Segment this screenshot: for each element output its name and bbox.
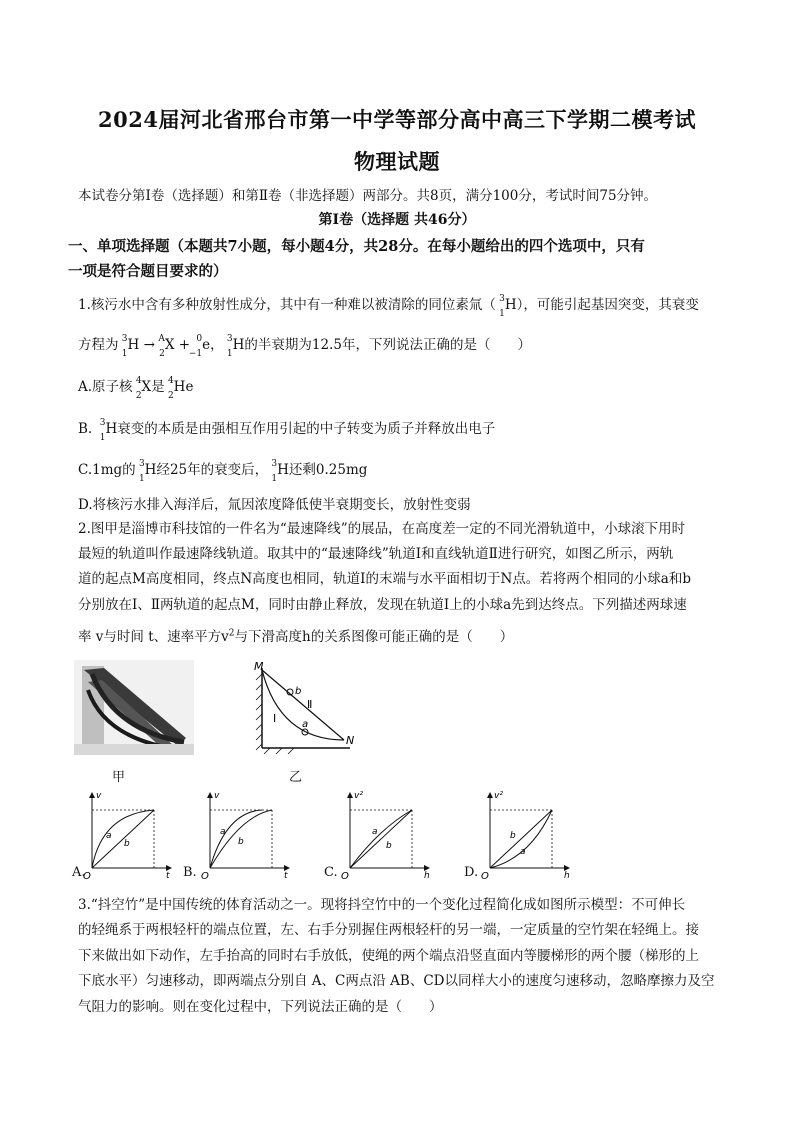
graph-b-curve-a bbox=[210, 810, 262, 868]
graph-b-option: B. bbox=[183, 865, 197, 880]
graph-a-x-label: t bbox=[166, 871, 170, 880]
exam-intro: 本试卷分第Ⅰ卷（选择题）和第Ⅱ卷（非选择题）两部分。共8页，满分100分，考试时间75分钟。 bbox=[78, 188, 658, 204]
graph-c-y-label: v² bbox=[354, 791, 363, 801]
q2-stem-line3: 道的起点M高度相同，终点N高度也相同，轨道Ⅰ的末端与水平面相切于N点。若将两个相同的小球a和b bbox=[78, 571, 691, 587]
q1-stem-line1: 1.核污水中含有多种放射性成分，其中有一种难以被清除的同位素氚（ 3 1 H），可能引起基因突变，其衰变 bbox=[78, 293, 699, 319]
graph-c-y-arrow bbox=[347, 792, 353, 798]
graph-c-label-a: a bbox=[372, 827, 378, 837]
label-track-1: Ⅰ bbox=[273, 712, 277, 725]
figure-yi-caption: 乙 bbox=[289, 770, 303, 785]
exam-subtitle: 物理试题 bbox=[354, 149, 440, 174]
graph-b-y-arrow bbox=[207, 792, 213, 798]
q2-stem-line1: 2.图甲是淄博市科技馆的一件名为“最速降线”的展品，在高度差一定的不同光滑轨道中，小球滚下用时 bbox=[78, 521, 686, 537]
q1-option-b: B. 3 1 H衰变的本质是由强相互作用引起的中子转变为质子并释放出电子 bbox=[78, 417, 496, 443]
label-ball-a: a bbox=[302, 719, 309, 730]
label-m: M bbox=[254, 660, 264, 673]
graph-d-y-arrow bbox=[487, 792, 493, 798]
graph-b-label-a: a bbox=[220, 827, 226, 837]
graph-d-curve-b bbox=[490, 810, 552, 868]
graph-c-origin: O bbox=[341, 871, 349, 880]
graph-a-option: A. bbox=[72, 865, 86, 880]
q2-answer-graphs bbox=[70, 790, 730, 880]
graph-a-y-arrow bbox=[89, 792, 95, 798]
q1-stem-line2: 方程为 3 1 H → A 2 X + 0 −1 e， 3 1 H的半衰期为12.5年，下列说法正确的是（ ） bbox=[78, 333, 531, 359]
exam-title: 2024届河北省邢台市第一中学等部分高中高三下学期二模考试 bbox=[98, 107, 696, 132]
graph-a-label-b: b bbox=[124, 839, 130, 849]
label-track-2: Ⅱ bbox=[307, 698, 313, 711]
graph-a-label-a: a bbox=[106, 831, 112, 841]
q3-stem-line3: 下来做出如下动作，左手抬高的同时右手放低，使绳的两个端点沿竖直面内等腰梯形的两个腰（梯形的上 bbox=[78, 948, 699, 964]
q1-option-c: C.1mg的 3 1 H经25年的衰变后， 3 1 H还剩0.25mg bbox=[78, 458, 368, 484]
graph-d-x-label: h bbox=[564, 871, 570, 880]
figure-jia-caption: 甲 bbox=[112, 770, 126, 785]
q3-stem-line5: 气阻力的影响。则在变化过程中，下列说法正确的是（ ） bbox=[78, 999, 443, 1015]
graph-d-label-b: b bbox=[510, 831, 516, 841]
q2-stem-line4: 分别放在Ⅰ、Ⅱ两轨道的起点M，同时由静止释放，发现在轨道Ⅰ上的小球a先到达终点。下列描述两球速 bbox=[78, 597, 687, 613]
q3-stem-line1: 3.“抖空竹”是中国传统的体育活动之一。现将抖空竹中的一个变化过程简化成如图所示模型：不可伸长 bbox=[78, 897, 686, 913]
graph-a-origin: O bbox=[83, 871, 91, 880]
q2-stem-line2: 最短的轨道叫作最速降线轨道。取其中的“最速降线”轨道Ⅰ和直线轨道Ⅱ进行研究，如图乙所示，两轨 bbox=[78, 546, 674, 562]
q2-stem-line5: 率 v与时间 t、速率平方$v^2$与下滑高度h的关系图像可能正确的是（ ） bbox=[78, 628, 514, 645]
graph-d-label-a: a bbox=[520, 847, 526, 857]
q3-stem-line2: 的轻绳系于两根轻杆的端点位置，左、右手分别握住两根轻杆的另一端，一定质量的空竹架在轻绳上。接 bbox=[78, 922, 699, 938]
part-heading: 第Ⅰ卷（选择题 共46分） bbox=[318, 212, 476, 228]
graph-c-curve-b bbox=[350, 810, 412, 868]
graph-c-label-b: b bbox=[386, 841, 392, 851]
figure-jia-photo bbox=[74, 660, 194, 755]
graph-b-x-label: t bbox=[284, 871, 288, 880]
section1-heading-line2: 一项是符合题目要求的） bbox=[68, 263, 228, 280]
graph-b-origin: O bbox=[201, 871, 209, 880]
graph-d-y-label: v² bbox=[494, 791, 503, 801]
graph-d-origin: O bbox=[481, 871, 489, 880]
graph-a-y-label: v bbox=[96, 791, 102, 801]
graph-c-option: C. bbox=[324, 865, 338, 880]
label-n: N bbox=[346, 734, 355, 747]
q3-stem-line4: 下底水平）匀速移动，即两端点分别自 A、C两点沿 AB、CD以同样大小的速度匀速移动，忽略摩擦力及空 bbox=[78, 973, 715, 989]
q1-option-a: A.原子核 4 2 X是 4 2 He bbox=[78, 375, 194, 401]
q1-option-d: D.将核污水排入海洋后，氚因浓度降低使半衰期变长，放射性变弱 bbox=[78, 497, 471, 513]
graph-b-label-b: b bbox=[238, 837, 244, 847]
graph-d-option: D. bbox=[464, 865, 479, 880]
section1-heading-line1: 一、单项选择题（本题共7小题，每小题4分，共28分。在每小题给出的四个选项中，只有 bbox=[68, 238, 645, 255]
graph-c-x-label: h bbox=[424, 871, 430, 880]
figure-yi-diagram bbox=[240, 660, 355, 755]
label-ball-b: b bbox=[295, 686, 302, 697]
graph-b-y-label: v bbox=[214, 791, 220, 801]
